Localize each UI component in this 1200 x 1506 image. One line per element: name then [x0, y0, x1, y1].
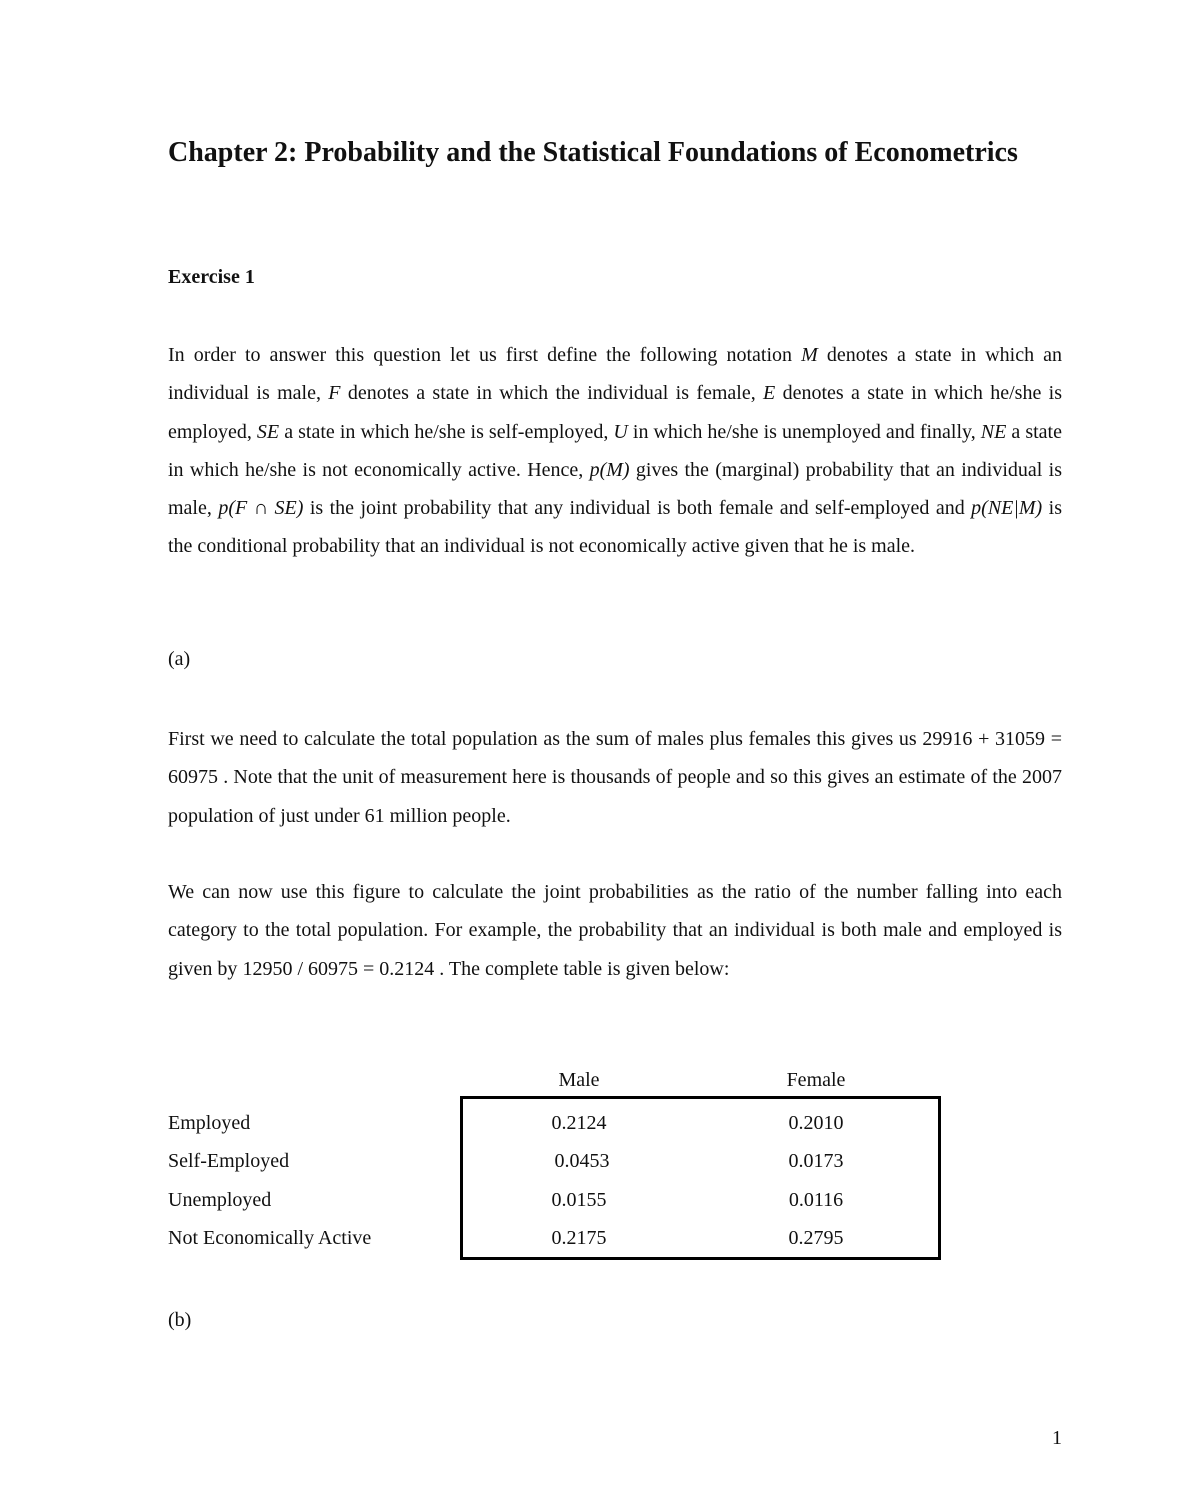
part-a-text: . Note that the unit of measurement here is thousands of people and so this gives an estimate of the 2007 population of just under 61 million people. — [168, 766, 1062, 827]
math-expression: p(F ∩ SE) — [218, 497, 304, 520]
table-cell: 0.0155 — [551, 1189, 607, 1211]
part-a-text: . The complete table is given below: — [434, 957, 730, 980]
table-cell: 0.2010 — [788, 1112, 844, 1134]
part-b-label: (b) — [168, 1309, 192, 1331]
exercise-heading: Exercise 1 — [168, 266, 255, 288]
math-var: E — [763, 382, 776, 405]
intro-text: In order to answer this question let us first define the following notation — [168, 344, 802, 366]
part-a-text: First we need to calculate the total population as the sum of males plus females this gives us — [168, 728, 923, 750]
table-cell: 0.2175 — [551, 1227, 607, 1249]
table-header-female: Female — [786, 1069, 846, 1091]
intro-text: denotes a state in which an individual is male, — [168, 344, 1062, 405]
part-a-paragraph — [168, 720, 1062, 835]
intro-text: a state in which he/she is self-employed, — [279, 420, 614, 443]
table-row-label: Unemployed — [168, 1189, 272, 1211]
math-var: SE — [256, 420, 280, 443]
part-a-text: We can now use this figure to calculate the joint probabilities as the ratio of the number falling into each category to the total population. For example, the probability that an individual is both male and employed is given by — [168, 881, 1062, 980]
part-a-paragraph-2 — [168, 873, 1062, 988]
part-a-label: (a) — [168, 648, 191, 670]
chapter-title: Chapter 2: Probability and the Statistical Foundations of Econometrics — [168, 137, 1018, 168]
intro-text: gives the (marginal) probability that an individual is male, — [168, 458, 1062, 520]
table-row-label: Self-Employed — [168, 1150, 290, 1172]
math-var: U — [613, 420, 628, 443]
intro-paragraph — [168, 336, 1062, 566]
math-var: NE — [980, 420, 1007, 443]
intro-text: is the conditional probability that an individual is not economically active given that he is male. — [168, 497, 1062, 558]
intro-text: a state in which he/she is not economically active. Hence, — [168, 420, 1062, 481]
math-expression: p(NE|M) — [971, 497, 1043, 520]
math-expression: p(M) — [589, 458, 630, 481]
table-cell: 0.0116 — [788, 1189, 844, 1211]
table-header-male: Male — [558, 1069, 600, 1091]
table-cell: 0.2795 — [788, 1227, 844, 1249]
math-expression: 29916 + 31059 = 60975 — [168, 728, 1063, 789]
table-row-label: Employed — [168, 1112, 251, 1134]
intro-text: denotes a state in which he/she is employed, — [168, 382, 1062, 443]
table-row-label: Not Economically Active — [168, 1227, 372, 1249]
math-var: M — [801, 344, 818, 366]
table-cell: 0.0453 — [554, 1150, 610, 1172]
table-cell: 0.2124 — [551, 1112, 607, 1134]
intro-text: denotes a state in which the individual is female, — [340, 382, 764, 405]
table-cell: 0.0173 — [788, 1150, 844, 1172]
page-number: 1 — [1052, 1427, 1062, 1449]
intro-text: in which he/she is unemployed and finally, — [627, 420, 981, 443]
math-expression: 12950 / 60975 = 0.2124 — [242, 957, 435, 980]
intro-text: is the joint probability that any individual is both female and self-employed and — [303, 497, 972, 520]
math-var: F — [328, 382, 341, 405]
